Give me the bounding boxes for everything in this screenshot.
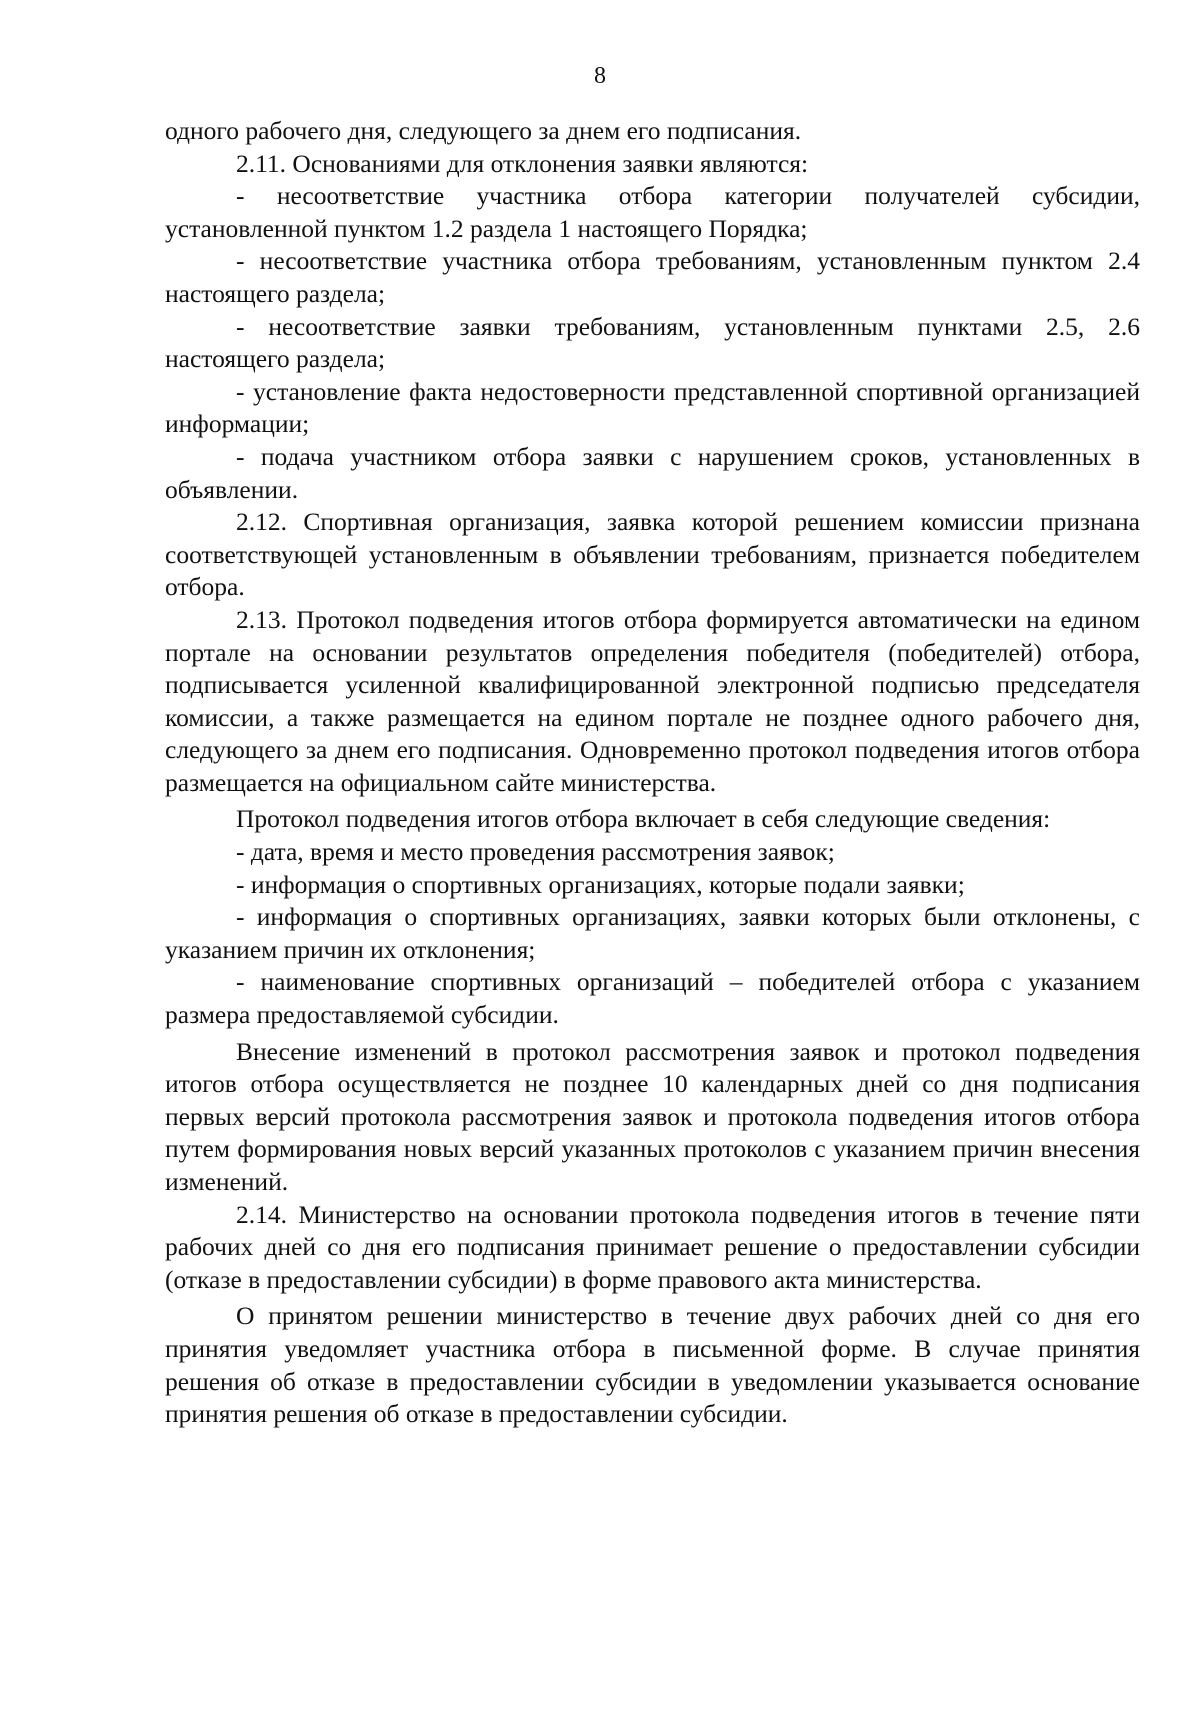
list-item-protocol-rejected: - информация о спортивных организациях, заявки которых были отклонены, с указанием причин их отклонения; (165, 902, 1140, 964)
paragraph-2-13: 2.13. Протокол подведения итогов отбора формируется автоматически на едином портале на основании результатов определения победителя (победителей) отбора, подписывается усиленной квалифицированной электронной подписью председателя комиссии, а также размещается на едином портале не позднее одного рабочего дня, следующего за днем его подписания. Одновременно протокол подведения итогов отбора размещается на официальном сайте министерства. (165, 604, 1140, 797)
list-item-rejection-unreliable-info: - установление факта недостоверности представленной спортивной организацией информации; (165, 376, 1140, 439)
paragraph-continuation: одного рабочего дня, следующего за днем его подписания. (165, 116, 802, 145)
list-item-protocol-winners: - наименование спортивных организаций – победителей отбора с указанием размера предоставляемой субсидии. (165, 967, 1140, 1030)
list-item-protocol-date: - дата, время и место проведения рассмотрения заявок; (236, 837, 835, 867)
list-item-rejection-requirements: - несоответствие участника отбора требованиям, установленным пунктом 2.4 настоящего раздела; (165, 246, 1140, 308)
page-number: 8 (594, 63, 606, 89)
document-body (165, 115, 1140, 1431)
list-item-rejection-application: - несоответствие заявки требованиям, установленным пунктами 2.5, 2.6 настоящего раздела; (165, 311, 1140, 374)
paragraph-protocol-changes: Внесение изменений в протокол рассмотрения заявок и протокол подведения итогов отбора осуществляется не позднее 10 календарных дней со дня подписания первых версий протокола рассмотрения заявок и протокола подведения итогов отбора путем формирования новых версий указанных протоколов с указанием причин внесения изменений. (165, 1036, 1140, 1196)
paragraph-2-14: 2.14. Министерство на основании протокола подведения итогов в течение пяти рабочих дней со дня его подписания принимает решение о предоставлении субсидии (отказе в предоставлении субсидии) в форме правового акта министерства. (165, 1199, 1140, 1294)
paragraph-2-12: 2.12. Спортивная организация, заявка которой решением комиссии признана соответствующей установленным в объявлении требованиям, признается победителем отбора. (165, 507, 1140, 602)
list-item-rejection-category: - несоответствие участника отбора категории получателей субсидии, установленной пунктом 1.2 раздела 1 настоящего Порядка; (165, 181, 1140, 243)
list-item-rejection-late-submission: - подача участником отбора заявки с нарушением сроков, установленных в объявлении. (165, 441, 1140, 504)
paragraph-2-11-heading: 2.11. Основаниями для отклонения заявки являются: (236, 148, 809, 178)
list-item-protocol-applicants: - информация о спортивных организациях, которые подали заявки; (236, 869, 965, 899)
paragraph-protocol-contents: Протокол подведения итогов отбора включает в себя следующие сведения: (236, 804, 1051, 834)
paragraph-decision-notice: О принятом решении министерство в течение двух рабочих дней со дня его принятия уведомляет участника отбора в письменной форме. В случае принятия решения об отказе в предоставлении субсидии в уведомлении указывается основание принятия решения об отказе в предоставлении субсидии. (165, 1301, 1140, 1429)
